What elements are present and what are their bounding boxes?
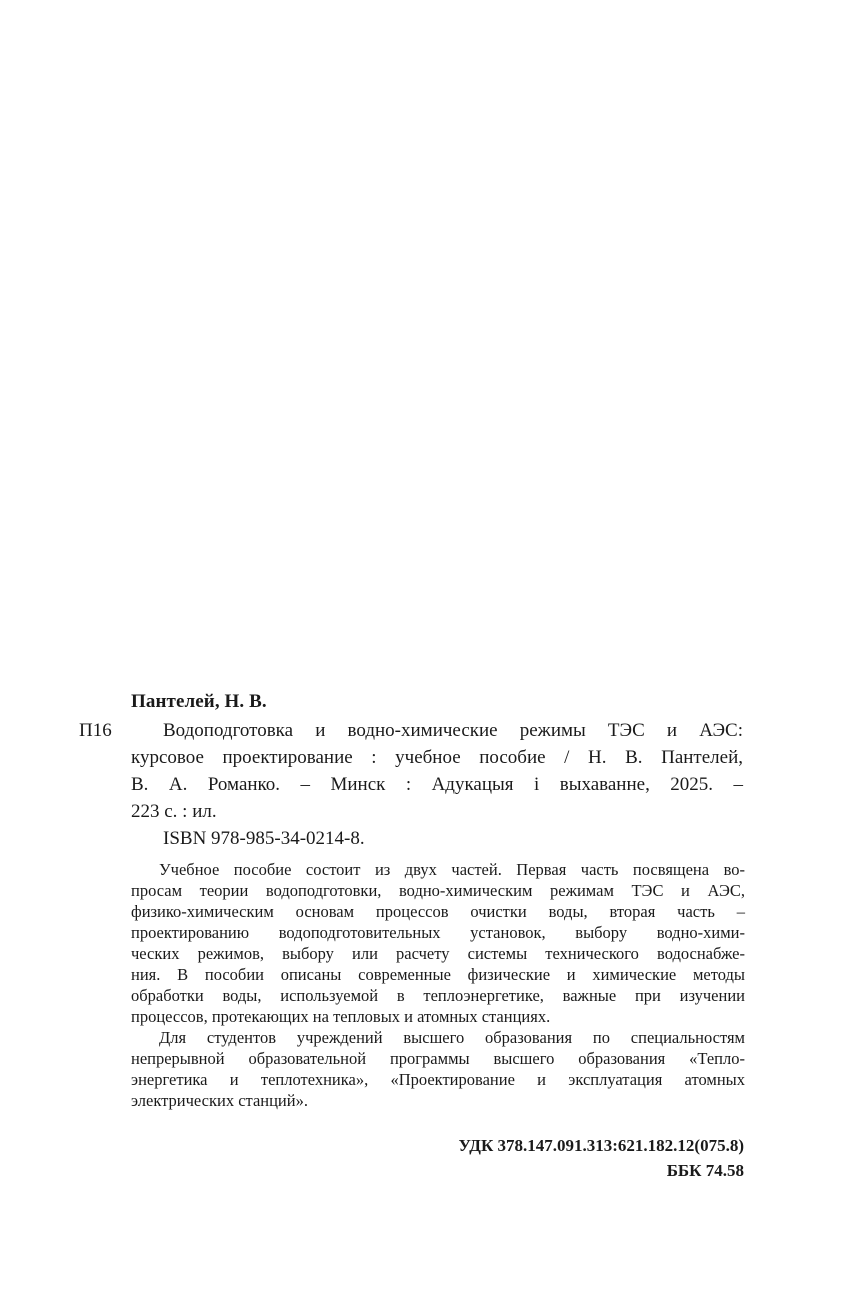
annotation-line: проектированию водоподготовительных установок, выбору водно-хими- bbox=[131, 923, 745, 942]
shelf-code: П16 bbox=[79, 720, 112, 741]
annotation-line: Учебное пособие состоит из двух частей. Первая часть посвящена во- bbox=[159, 860, 745, 879]
annotation-line: энергетика и теплотехника», «Проектирование и эксплуатация атомных bbox=[131, 1070, 745, 1089]
annotation-paragraph-1 bbox=[131, 859, 745, 1027]
annotation-line: непрерывной образовательной программы высшего образования «Тепло- bbox=[131, 1049, 745, 1068]
description-line-4: 223 с. : ил. bbox=[131, 801, 217, 822]
annotation-line: физико-химическим основам процессов очистки воды, вторая часть – bbox=[131, 902, 745, 921]
description-line-3: В. А. Романко. – Минск : Адукацыя і выхаванне, 2025. – bbox=[131, 774, 743, 795]
annotation-line: электрических станций». bbox=[131, 1091, 308, 1110]
annotation-paragraph-2 bbox=[131, 1027, 745, 1111]
annotation-line: процессов, протекающих на тепловых и атомных станциях. bbox=[131, 1007, 551, 1026]
description-line-1: Водоподготовка и водно-химические режимы ТЭС и АЭС: bbox=[163, 720, 743, 741]
annotation-line: ческих режимов, выбору или расчету системы технического водоснабже- bbox=[131, 944, 745, 963]
udk-code: УДК 378.147.091.313:621.182.12(075.8) bbox=[458, 1136, 744, 1155]
annotation-line: просам теории водоподготовки, водно-химическим режимам ТЭС и АЭС, bbox=[131, 881, 745, 900]
annotation-line: Для студентов учреждений высшего образования по специальностям bbox=[159, 1028, 745, 1047]
isbn: ISBN 978-985-34-0214-8. bbox=[163, 828, 365, 849]
author-heading: Пантелей, Н. В. bbox=[131, 691, 267, 712]
annotation-line: ния. В пособии описаны современные физические и химические методы bbox=[131, 965, 745, 984]
annotation-line: обработки воды, используемой в теплоэнергетике, важные при изучении bbox=[131, 986, 745, 1005]
description-line-2: курсовое проектирование : учебное пособие / Н. В. Пантелей, bbox=[131, 747, 743, 768]
bbk-code: ББК 74.58 bbox=[666, 1161, 744, 1180]
